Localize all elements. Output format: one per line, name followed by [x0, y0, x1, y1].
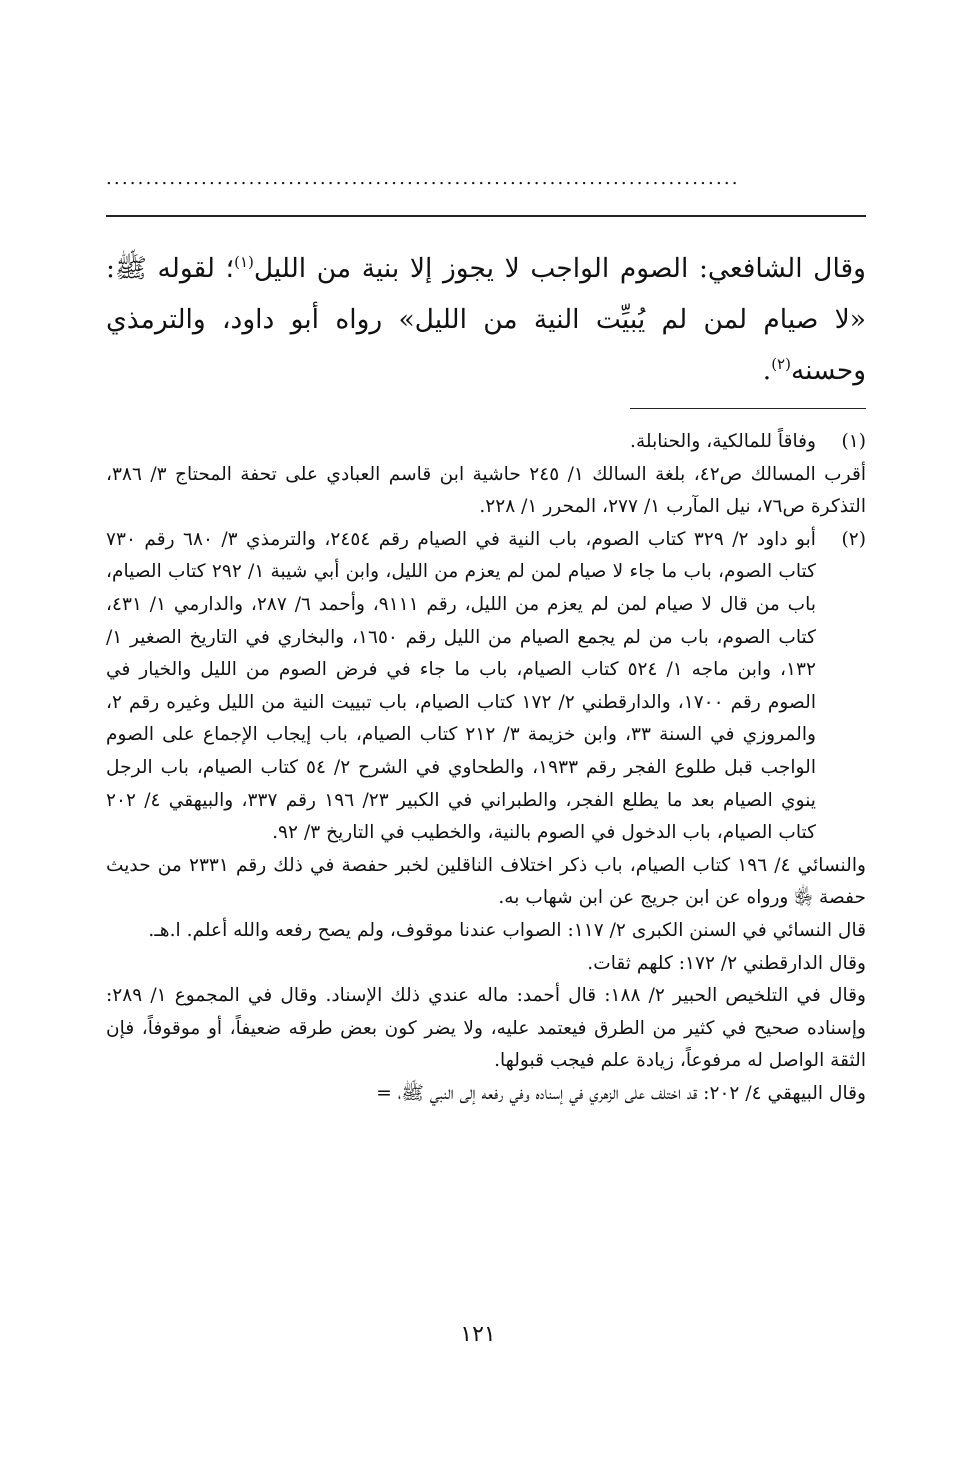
footnote-2 [106, 524, 866, 850]
main-paragraph [106, 243, 866, 396]
footnote-rule [630, 408, 866, 409]
top-rule [106, 215, 866, 217]
footnote-ref-1[interactable]: (١) [234, 253, 254, 272]
main-line-1: وقال الشافعي: الصوم الواجب لا يجوز إلا بنية من الليل [253, 253, 866, 284]
footnote-paragraph: وقال الدارقطني ٢/ ١٧٢: كلهم ثقات. [587, 952, 866, 974]
footnote-ref-2[interactable]: (٢) [771, 355, 791, 374]
footnote-text: وفاقاً للمالكية، والحنابلة. [630, 431, 816, 452]
dotted-separator: ................................................................................ [106, 168, 740, 189]
main-line-3-end: . [762, 355, 772, 386]
footnote-text: أبو داود ٢/ ٣٢٩ كتاب الصوم، باب النية في الصيام رقم ٢٤٥٤، والترمذي ٣/ ٦٨٠ رقم ٧٣٠ كتاب الصوم، باب ما جاء لا صيام لمن لم يعزم من الليل، وابن أبي شيبة ١/ ٢٩٢ كتاب الصيام، باب من قال لا صيام لمن لم يعزم من الليل، رقم ٩١١١، وأحمد ٦/ ٢٨٧، والدارمي ١/ ٤٣١، كتاب الصوم، باب من لم يجمع الصيام من الليل رقم ١٦٥٠، والبخاري في التاريخ الصغير ١/ ١٣٢، وابن ماجه ١/ ٥٢٤ كتاب الصيام، باب ما جاء في فرض الصوم من الليل والخيار في الصوم رقم ١٧٠٠، والدارقطني ٢/ ١٧٢ كتاب الصيام، باب تبييت النية من الليل وغيره رقم ٢، والمروزي في السنة ٣٣، وابن خزيمة ٣/ ٢١٢ كتاب الصيام، باب إيجاب الإجماع على الصوم الواجب قبل طلوع الفجر رقم ١٩٣٣، والطحاوي في الشرح ٢/ ٥٤ كتاب الصيام، باب الرجل ينوي الصيام بعد ما يطلع الفجر، والطبراني في الكبير ٢٣/ ١٩٦ رقم ٣٣٧، والبيهقي ٤/ ٢٠٢ كتاب الصيام، باب الدخول في الصوم بالنية، والخطيب في التاريخ ٣/ ٩٢. [106, 528, 816, 844]
footnotes [106, 426, 866, 1110]
footnote-paragraph: وقال في التلخيص الحبير ٢/ ١٨٨: قال أحمد: ماله عندي ذلك الإسناد. وقال في المجموع ١/ ٢٨٩: وإسناده صحيح في كثير من الطرق فيعتمد عليه، ولا يضر كون بعض طرقه ضعيفاً، أو موقوفاً، فإن الثقة الواصل له مرفوعاً، زيادة علم فيجب قبولها. [106, 985, 866, 1072]
footnote-paragraph: قال النسائي في السنن الكبرى ٢/ ١١٧: الصواب عندنا موقوف، ولم يصح رفعه والله أعلم. ا.هـ. [148, 919, 866, 941]
main-line-1-end: ؛ [225, 253, 235, 284]
main-text [106, 243, 866, 396]
footnote-paragraph: وقال البيهقي ٤/ ٢٠٢: قد اختلف على الزهري في إسناده وفي رفعه إلى النبي ﷺ، = [376, 1082, 866, 1104]
main-line-2: لقوله ﷺ: «لا صيام لمن لم يُبيِّت النية من الليل» رواه أبو داود، والترمذي [106, 253, 866, 335]
main-line-3: وحسنه [790, 355, 866, 386]
page-number: ١٢١ [460, 1322, 496, 1347]
footnote-paragraph: والنسائي ٤/ ١٩٦ كتاب الصيام، باب ذكر اختلاف الناقلين لخبر حفصة في ذلك رقم ٢٣٣١ من حديث حفصة ﵂ ورواه عن ابن جريج عن ابن شهاب به. [106, 854, 866, 909]
footnote-source-text: أقرب المسالك ص٤٢، بلغة السالك ١/ ٢٤٥ حاشية ابن قاسم العبادي على تحفة المحتاج ٣/ ٣٨٦، التذكرة ص٧٦، نيل المآرب ١/ ٢٧٧، المحرر ١/ ٢٢٨. [106, 463, 866, 518]
footnote-number: (١) [841, 431, 866, 452]
footnote-1 [106, 426, 866, 459]
footnote-number: (٢) [841, 528, 866, 550]
